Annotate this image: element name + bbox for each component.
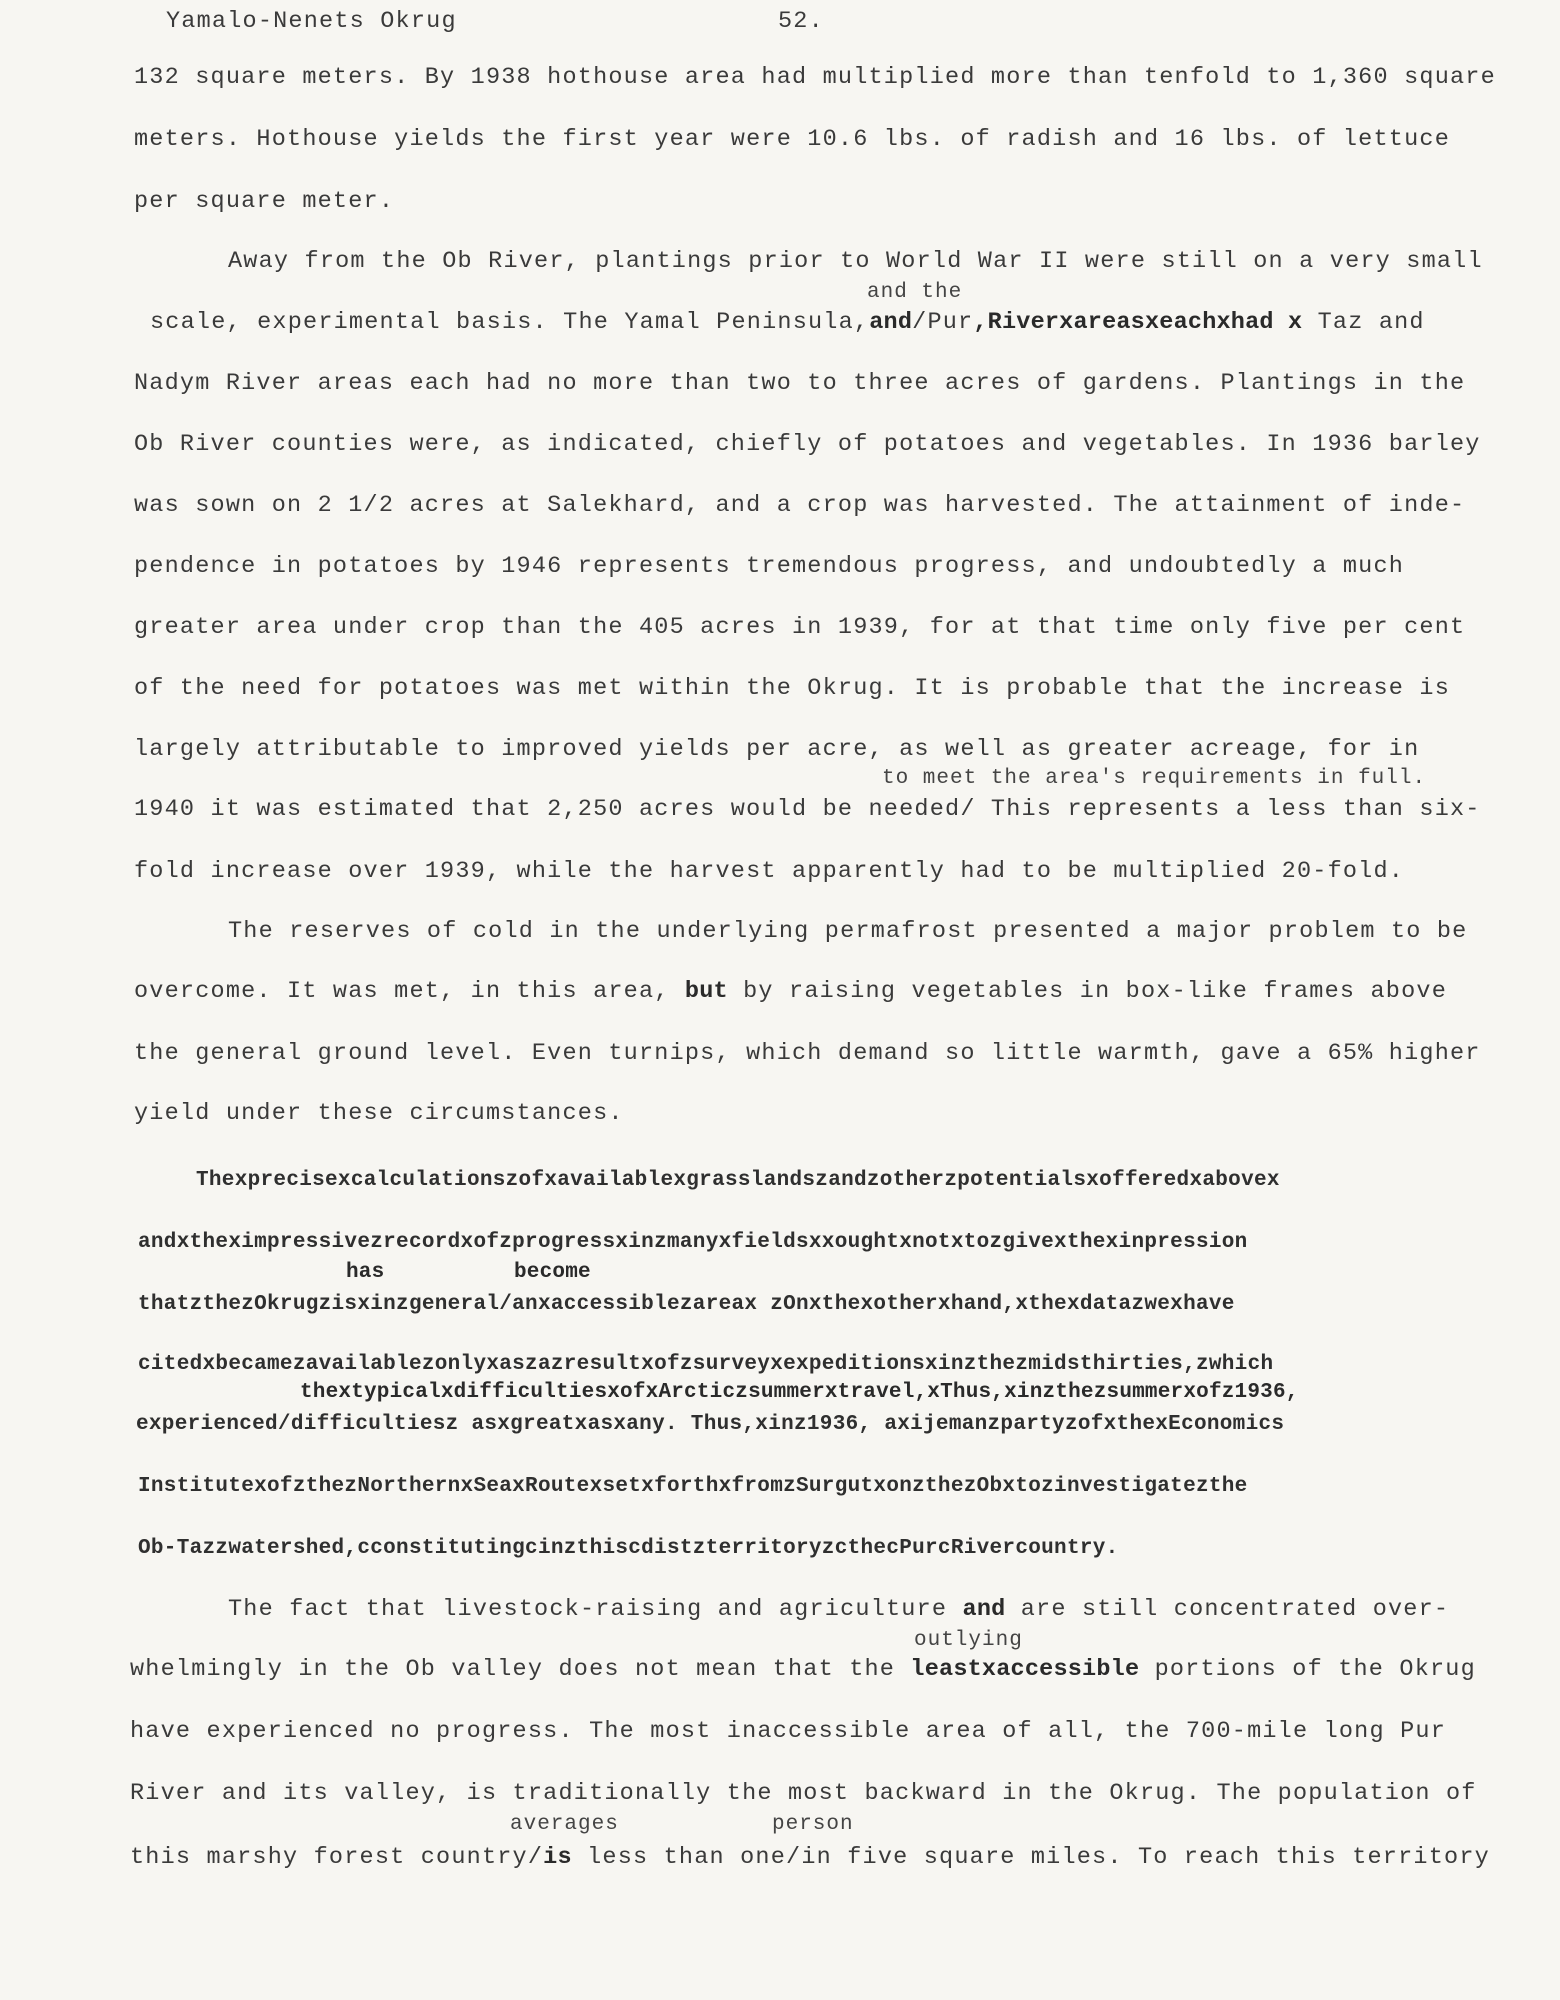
struck-insertion: thextypicalxdifficultiesxofxArcticzsummerxtravel,xThus,xinzthezsummerxofz1936, — [300, 1381, 1299, 1404]
text-line: 1940 it was estimated that 2,250 acres would be needed/ This represents a less than six- — [134, 796, 1481, 823]
text-line: largely attributable to improved yields per acre, as well as greater acreage, for in — [134, 736, 1420, 763]
struck-line: InstitutexofzthezNorthernxSeaxRoutexsetxforthxfromzSurgutxonzthezObxtozinvestigatezthe — [138, 1475, 1248, 1498]
text-line: River and its valley, is traditionally the most backward in the Okrug. The population of — [130, 1780, 1477, 1807]
text-line: Ob River counties were, as indicated, chiefly of potatoes and vegetables. In 1936 barley — [134, 431, 1481, 458]
page-number: 52. — [778, 8, 824, 35]
text-line: The fact that livestock-raising and agriculture and are still concentrated over- — [228, 1596, 1450, 1623]
struck-line: Ob-Tazzwatershed,cconstitutingcinzthiscdistzterritoryzcthecPurcRivercountry. — [138, 1537, 1119, 1560]
text-line: Nadym River areas each had no more than two to three acres of gardens. Plantings in the — [134, 370, 1466, 397]
text-line: Away from the Ob River, plantings prior to World War II were still on a very small — [228, 248, 1483, 275]
struck-line: citedxbecamezavailablezonlyxaszazresultxofzsurveyxexpeditionsxinzthezmidsthirties,zwhich — [138, 1353, 1274, 1376]
handwritten-insertion: person — [772, 1813, 854, 1836]
struck-insertion: has — [346, 1261, 385, 1284]
text-line: overcome. It was met, in this area, but by raising vegetables in box-like frames above — [134, 978, 1448, 1005]
text-line: have experienced no progress. The most inaccessible area of all, the 700-mile long Pur — [130, 1718, 1446, 1745]
struck-line: andxtheximpressivezrecordxofzprogressxinzmanyxfieldsxxoughtxnotxtozgivexthexinpression — [138, 1231, 1248, 1254]
handwritten-insertion: averages — [510, 1813, 619, 1836]
struck-line: Thexprecisexcalculationszofxavailablexgrasslandszandzotherzpotentialsxofferedxabovex — [196, 1169, 1280, 1192]
struck-line: experienced/difficultiesz asxgreatxasxany. Thus,xinz1936, axijemanzpartyzofxthexEconomics — [136, 1413, 1285, 1436]
struck-text: ,Riverxareasxeachxhad x — [973, 309, 1303, 336]
header-title: Yamalo-Nenets Okrug — [166, 8, 457, 35]
struck-text: and — [869, 309, 913, 336]
text-line: per square meter. — [134, 188, 395, 215]
struck-insertion: become — [514, 1261, 591, 1284]
struck-text: but — [684, 978, 728, 1005]
text-line: greater area under crop than the 405 acres in 1939, for at that time only five per cent — [134, 614, 1466, 641]
handwritten-insertion: to meet the area's requirements in full. — [882, 767, 1427, 790]
text-line: whelmingly in the Ob valley does not mean that the leastxaccessible portions of the Okrug — [130, 1656, 1476, 1683]
struck-text: and — [962, 1596, 1006, 1623]
text-line: 132 square meters. By 1938 hothouse area had multiplied more than tenfold to 1,360 square — [134, 64, 1496, 91]
handwritten-insertion: and the — [867, 281, 963, 304]
text-line: pendence in potatoes by 1946 represents tremendous progress, and undoubtedly a much — [134, 553, 1405, 580]
text-line: The reserves of cold in the underlying permafrost presented a major problem to be — [228, 918, 1468, 945]
text-line: this marshy forest country/is less than one/in five square miles. To reach this territory — [130, 1844, 1490, 1871]
struck-line: thatzthezOkrugzisxinzgeneral/anxaccessiblezareax zOnxthexotherxhand,xthexdatazwexhave — [138, 1293, 1235, 1316]
text-line: fold increase over 1939, while the harvest apparently had to be multiplied 20-fold. — [134, 858, 1405, 885]
text-line: the general ground level. Even turnips, which demand so little warmth, gave a 65% higher — [134, 1040, 1481, 1067]
text-line: meters. Hothouse yields the first year were 10.6 lbs. of radish and 16 lbs. of lettuce — [134, 126, 1450, 153]
struck-text: is — [543, 1844, 572, 1871]
text-line: scale, experimental basis. The Yamal Peninsula,and/Pur,Riverxareasxeachxhad x Taz and — [150, 309, 1425, 336]
text-line: yield under these circumstances. — [134, 1100, 624, 1127]
handwritten-insertion: outlying — [914, 1629, 1023, 1652]
struck-text: leastxaccessible — [910, 1656, 1140, 1683]
text-line: of the need for potatoes was met within the Okrug. It is probable that the increase is — [134, 675, 1450, 702]
text-line: was sown on 2 1/2 acres at Salekhard, and a crop was harvested. The attainment of inde- — [134, 492, 1466, 519]
